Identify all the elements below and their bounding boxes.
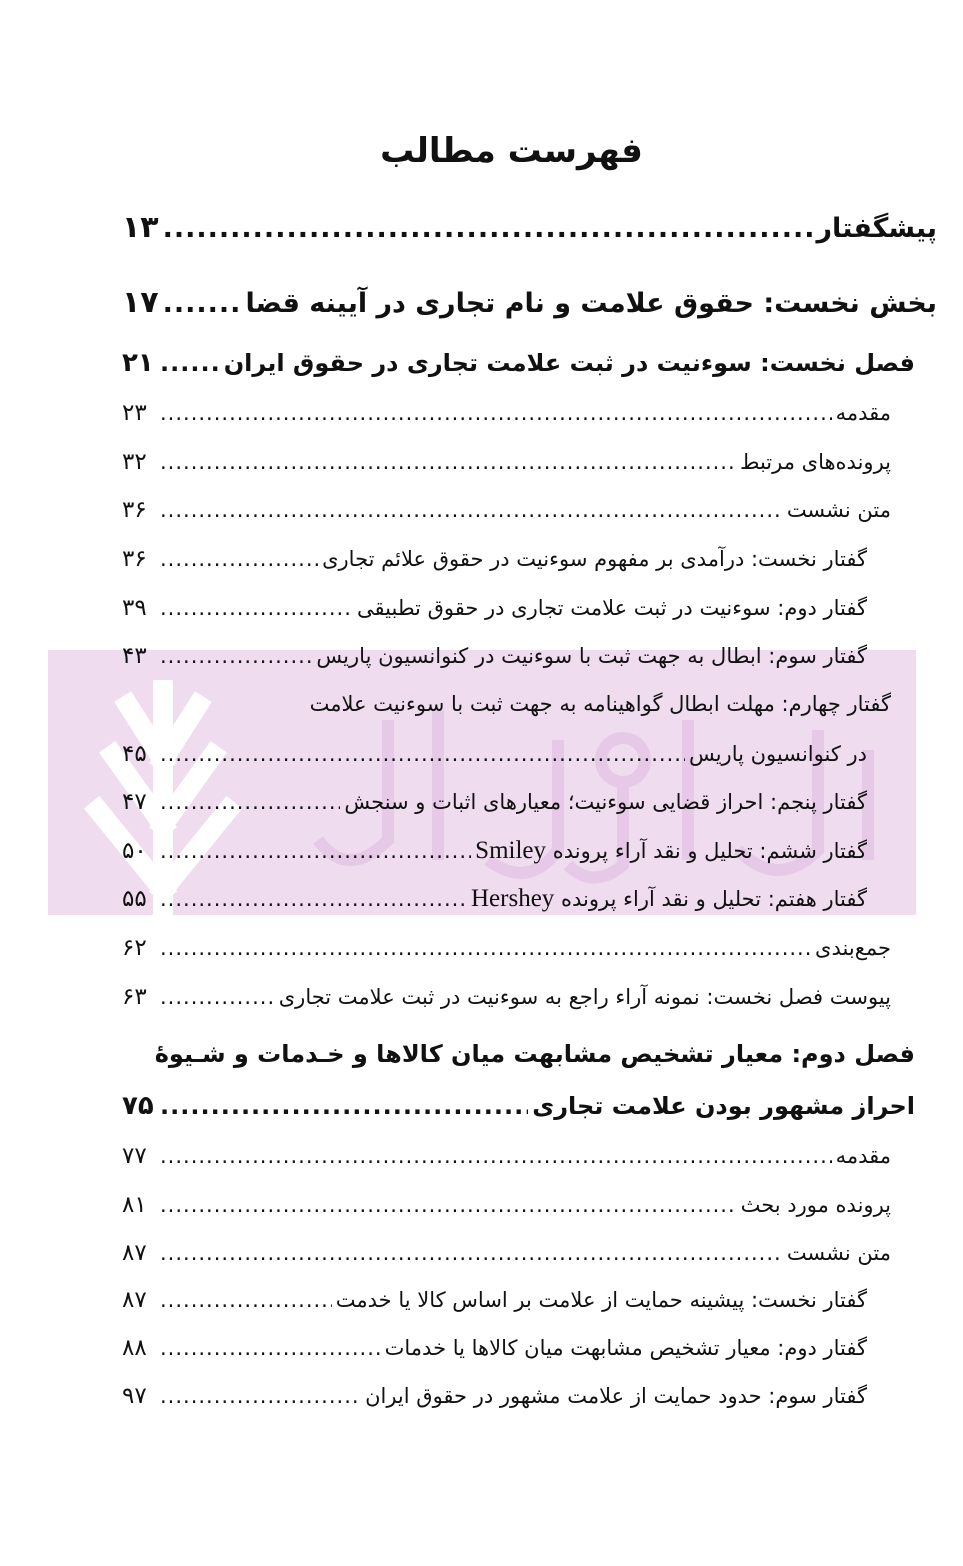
toc-entry-label xyxy=(471,883,867,915)
toc-entry-ch1-intro[interactable] xyxy=(122,397,891,429)
toc-entry-label: جمع‌بندی xyxy=(815,936,891,960)
dot-leader xyxy=(160,543,318,575)
dot-leader xyxy=(160,1237,783,1269)
toc-entry-page: ۴۵ xyxy=(122,741,147,767)
toc-entry-label-text: گفتار ششم: تحلیل و نقد آراء پرونده xyxy=(552,839,867,863)
toc-entry-label: فصل نخست: سوءنیت در ثبت علامت تجاری در حقوق ایران xyxy=(223,349,915,377)
toc-entry-part1[interactable] xyxy=(122,283,937,324)
dot-leader xyxy=(160,1140,832,1172)
dot-leader xyxy=(160,494,783,526)
toc-entry-ch1-g5[interactable] xyxy=(122,786,867,818)
toc-entry-ch1-g3[interactable] xyxy=(122,640,867,672)
toc-entry-label: گفتار دوم: سوءنیت در ثبت علامت تجاری در حقوق تطبیقی xyxy=(357,596,867,620)
toc-entry-ch1-g4-line1[interactable]: گفتار چهارم: مهلت ابطال گواهینامه به جهت ثبت با سوءنیت علامت xyxy=(309,692,891,716)
toc-entry-ch1-g6[interactable] xyxy=(122,835,867,867)
toc-entry-label: مقدمه xyxy=(835,1144,891,1168)
dot-leader xyxy=(160,1332,381,1364)
toc-entry-ch2-text[interactable] xyxy=(122,1237,891,1269)
toc-entry-page: ۸۱ xyxy=(122,1192,147,1218)
toc-entry-ch1-g7[interactable] xyxy=(122,883,867,915)
dot-leader xyxy=(160,932,811,964)
dot-leader xyxy=(160,1088,528,1124)
toc-entry-label: متن نشست xyxy=(786,1241,891,1265)
toc-entry-page: ۵۰ xyxy=(122,838,147,864)
toc-entry-ch2-g2[interactable] xyxy=(122,1332,867,1364)
toc-entry-page: ۲۳ xyxy=(122,400,147,426)
toc-entry-label xyxy=(475,835,867,867)
toc-entry-label-text: گفتار هفتم: تحلیل و نقد آراء پرونده xyxy=(561,887,867,911)
toc-entry-ch1-cases[interactable] xyxy=(122,446,891,478)
toc-entry-ch1-g1[interactable] xyxy=(122,543,867,575)
toc-entry-label: پیشگفتار xyxy=(816,213,937,244)
toc-entry-label: پرونده مورد بحث xyxy=(740,1193,891,1217)
toc-entry-page: ۳۲ xyxy=(122,449,147,475)
toc-entry-page: ۸۷ xyxy=(122,1287,147,1313)
toc-entry-chapter2-line1[interactable]: فصل دوم: معیار تشخیص مشابهت میان کالاها و خـدمات و شـیوۀ xyxy=(154,1040,915,1068)
dot-leader xyxy=(160,1380,361,1412)
toc-entry-ch1-text[interactable] xyxy=(122,494,891,526)
toc-entry-page: ۶۳ xyxy=(122,984,147,1010)
dot-leader xyxy=(160,345,220,381)
toc-entry-page: ۱۷ xyxy=(122,285,159,320)
case-name: Smiley xyxy=(475,837,547,864)
toc-entry-label: گفتار نخست: پیشینه حمایت از علامت بر اساس کالا یا خدمت xyxy=(335,1288,867,1312)
toc-entry-page: ۴۷ xyxy=(122,789,147,815)
toc-entry-label: پیوست فصل نخست: نمونه آراء راجع به سوءنیت در ثبت علامت تجاری xyxy=(278,985,891,1009)
toc-entry-label: گفتار سوم: حدود حمایت از علامت مشهور در حقوق ایران xyxy=(365,1384,867,1408)
toc-entry-ch2-case[interactable] xyxy=(122,1189,891,1221)
toc-entry-ch2-g1[interactable] xyxy=(122,1284,867,1316)
toc-entry-label: در کنوانسیون پاریس xyxy=(688,742,867,766)
toc-entry-ch1-g2[interactable] xyxy=(122,592,867,624)
dot-leader xyxy=(163,284,242,324)
toc-entry-page: ۴۳ xyxy=(122,643,147,669)
page-title: فهرست مطالب xyxy=(380,131,643,171)
toc-entry-chapter1[interactable] xyxy=(122,345,915,381)
toc-entry-page: ۸۷ xyxy=(122,1240,147,1266)
toc-entry-label: احراز مشهور بودن علامت تجاری xyxy=(532,1092,915,1120)
toc-entry-page: ۱۳ xyxy=(122,210,159,245)
dot-leader xyxy=(160,738,685,770)
toc-entry-label: گفتار سوم: ابطال به جهت ثبت با سوءنیت در کنوانسیون پاریس xyxy=(316,644,867,668)
toc-entry-page: ۳۶ xyxy=(122,497,147,523)
dot-leader xyxy=(160,786,340,818)
toc-entry-page: ۷۵ xyxy=(122,1091,154,1121)
toc-entry-label: گفتار نخست: درآمدی بر مفهوم سوءنیت در حقوق علائم تجاری xyxy=(322,547,867,571)
dot-leader xyxy=(163,209,813,249)
toc-entry-ch2-intro[interactable] xyxy=(122,1140,891,1172)
toc-entry-chapter2[interactable] xyxy=(122,1088,915,1124)
toc-entry-page: ۷۷ xyxy=(122,1143,147,1169)
dot-leader xyxy=(160,835,471,867)
toc-entry-ch2-g3[interactable] xyxy=(122,1380,867,1412)
toc-entry-preface[interactable] xyxy=(122,208,937,249)
toc-entry-label: گفتار پنجم: احراز قضایی سوءنیت؛ معیارهای اثبات و سنجش xyxy=(344,790,867,814)
dot-leader xyxy=(160,1284,332,1316)
toc-entry-ch1-appendix[interactable] xyxy=(122,981,891,1013)
dot-leader xyxy=(160,397,832,429)
dot-leader xyxy=(160,1189,737,1221)
toc-entry-ch1-g4[interactable] xyxy=(122,738,867,770)
toc-entry-label: متن نشست xyxy=(786,498,891,522)
toc-entry-label: پرونده‌های مرتبط xyxy=(740,450,891,474)
dot-leader xyxy=(160,592,353,624)
dot-leader xyxy=(160,981,275,1013)
case-name: Hershey xyxy=(471,885,555,912)
toc-entry-page: ۸۸ xyxy=(122,1335,147,1361)
dot-leader xyxy=(160,640,312,672)
dot-leader xyxy=(160,883,467,915)
toc-entry-ch1-summary[interactable] xyxy=(122,932,891,964)
toc-entry-label: بخش نخست: حقوق علامت و نام تجاری در آیینه قضا xyxy=(245,288,937,319)
toc-entry-page: ۲۱ xyxy=(122,348,154,378)
toc-entry-page: ۵۵ xyxy=(122,886,147,912)
dot-leader xyxy=(160,446,736,478)
toc-entry-label: مقدمه xyxy=(835,401,891,425)
toc-entry-page: ۶۲ xyxy=(122,935,147,961)
toc-entry-label: گفتار دوم: معیار تشخیص مشابهت میان کالاها یا خدمات xyxy=(384,1336,867,1360)
toc-entry-page: ۹۷ xyxy=(122,1383,147,1409)
toc-entry-page: ۳۶ xyxy=(122,546,147,572)
toc-entry-page: ۳۹ xyxy=(122,595,147,621)
